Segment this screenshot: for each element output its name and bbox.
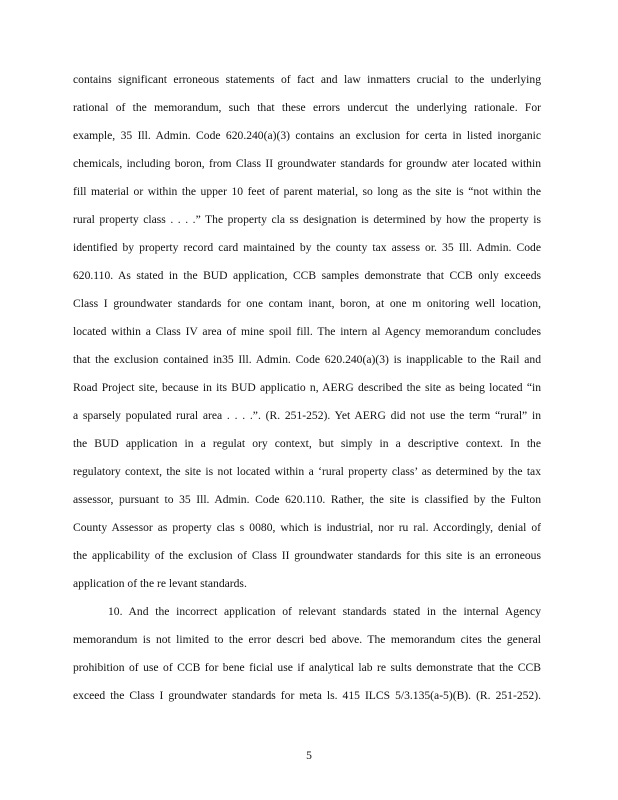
text-line: contains significant erroneous statements of fact and law inmatters crucial to the underlying: [73, 73, 541, 86]
text-line: rational of the memorandum, such that these errors undercut the underlying rationale. For: [73, 101, 541, 114]
text-line: fill material or within the upper 10 feet of parent material, so long as the site is “not within the: [73, 185, 541, 198]
text-line: a sparsely populated rural area . . . .”. (R. 251-252). Yet AERG did not use the term “rural” in: [73, 409, 541, 422]
text-line: prohibition of use of CCB for bene ficial use if analytical lab re sults demonstrate that the CCB: [73, 661, 541, 674]
text-line: chemicals, including boron, from Class II groundwater standards for groundw ater located within: [73, 157, 541, 170]
text-line: 620.110. As stated in the BUD application, CCB samples demonstrate that CCB only exceeds: [73, 269, 541, 282]
text-line: the applicability of the exclusion of Class II groundwater standards for this site is an erroneous: [73, 549, 541, 562]
text-line: Road Project site, because in its BUD applicatio n, AERG described the site as being located “in: [73, 381, 541, 394]
text-line: memorandum is not limited to the error descri bed above. The memorandum cites the general: [73, 633, 541, 646]
text-line: regulatory context, the site is not located within a ‘rural property class’ as determined by the tax: [73, 465, 541, 478]
text-line: Class I groundwater standards for one contam inant, boron, at one m onitoring well location,: [73, 297, 541, 310]
text-line: the BUD application in a regulat ory context, but simply in a descriptive context. In the: [73, 437, 541, 450]
text-line: assessor, pursuant to 35 Ill. Admin. Code 620.110. Rather, the site is classified by the Fulton: [73, 493, 541, 506]
text-line: example, 35 Ill. Admin. Code 620.240(a)(3) contains an exclusion for certa in listed inorganic: [73, 129, 541, 142]
text-line: County Assessor as property clas s 0080, which is industrial, nor ru ral. Accordingly, denial of: [73, 521, 541, 534]
page-number: 5: [306, 749, 312, 762]
text-line: that the exclusion contained in35 Ill. Admin. Code 620.240(a)(3) is inapplicable to the Rail and: [73, 353, 541, 366]
text-line: 10. And the incorrect application of relevant standards stated in the internal Agency: [108, 605, 541, 618]
text-line: exceed the Class I groundwater standards for meta ls. 415 ILCS 5/3.135(a-5)(B). (R. 251-252).: [73, 689, 541, 702]
text-line: application of the re levant standards.: [73, 577, 247, 590]
text-line: located within a Class IV area of mine spoil fill. The intern al Agency memorandum concludes: [73, 325, 541, 338]
text-line: rural property class . . . .” The property cla ss designation is determined by how the property is: [73, 213, 541, 226]
text-line: identified by property record card maintained by the county tax assess or. 35 Ill. Admin. Code: [73, 241, 541, 254]
